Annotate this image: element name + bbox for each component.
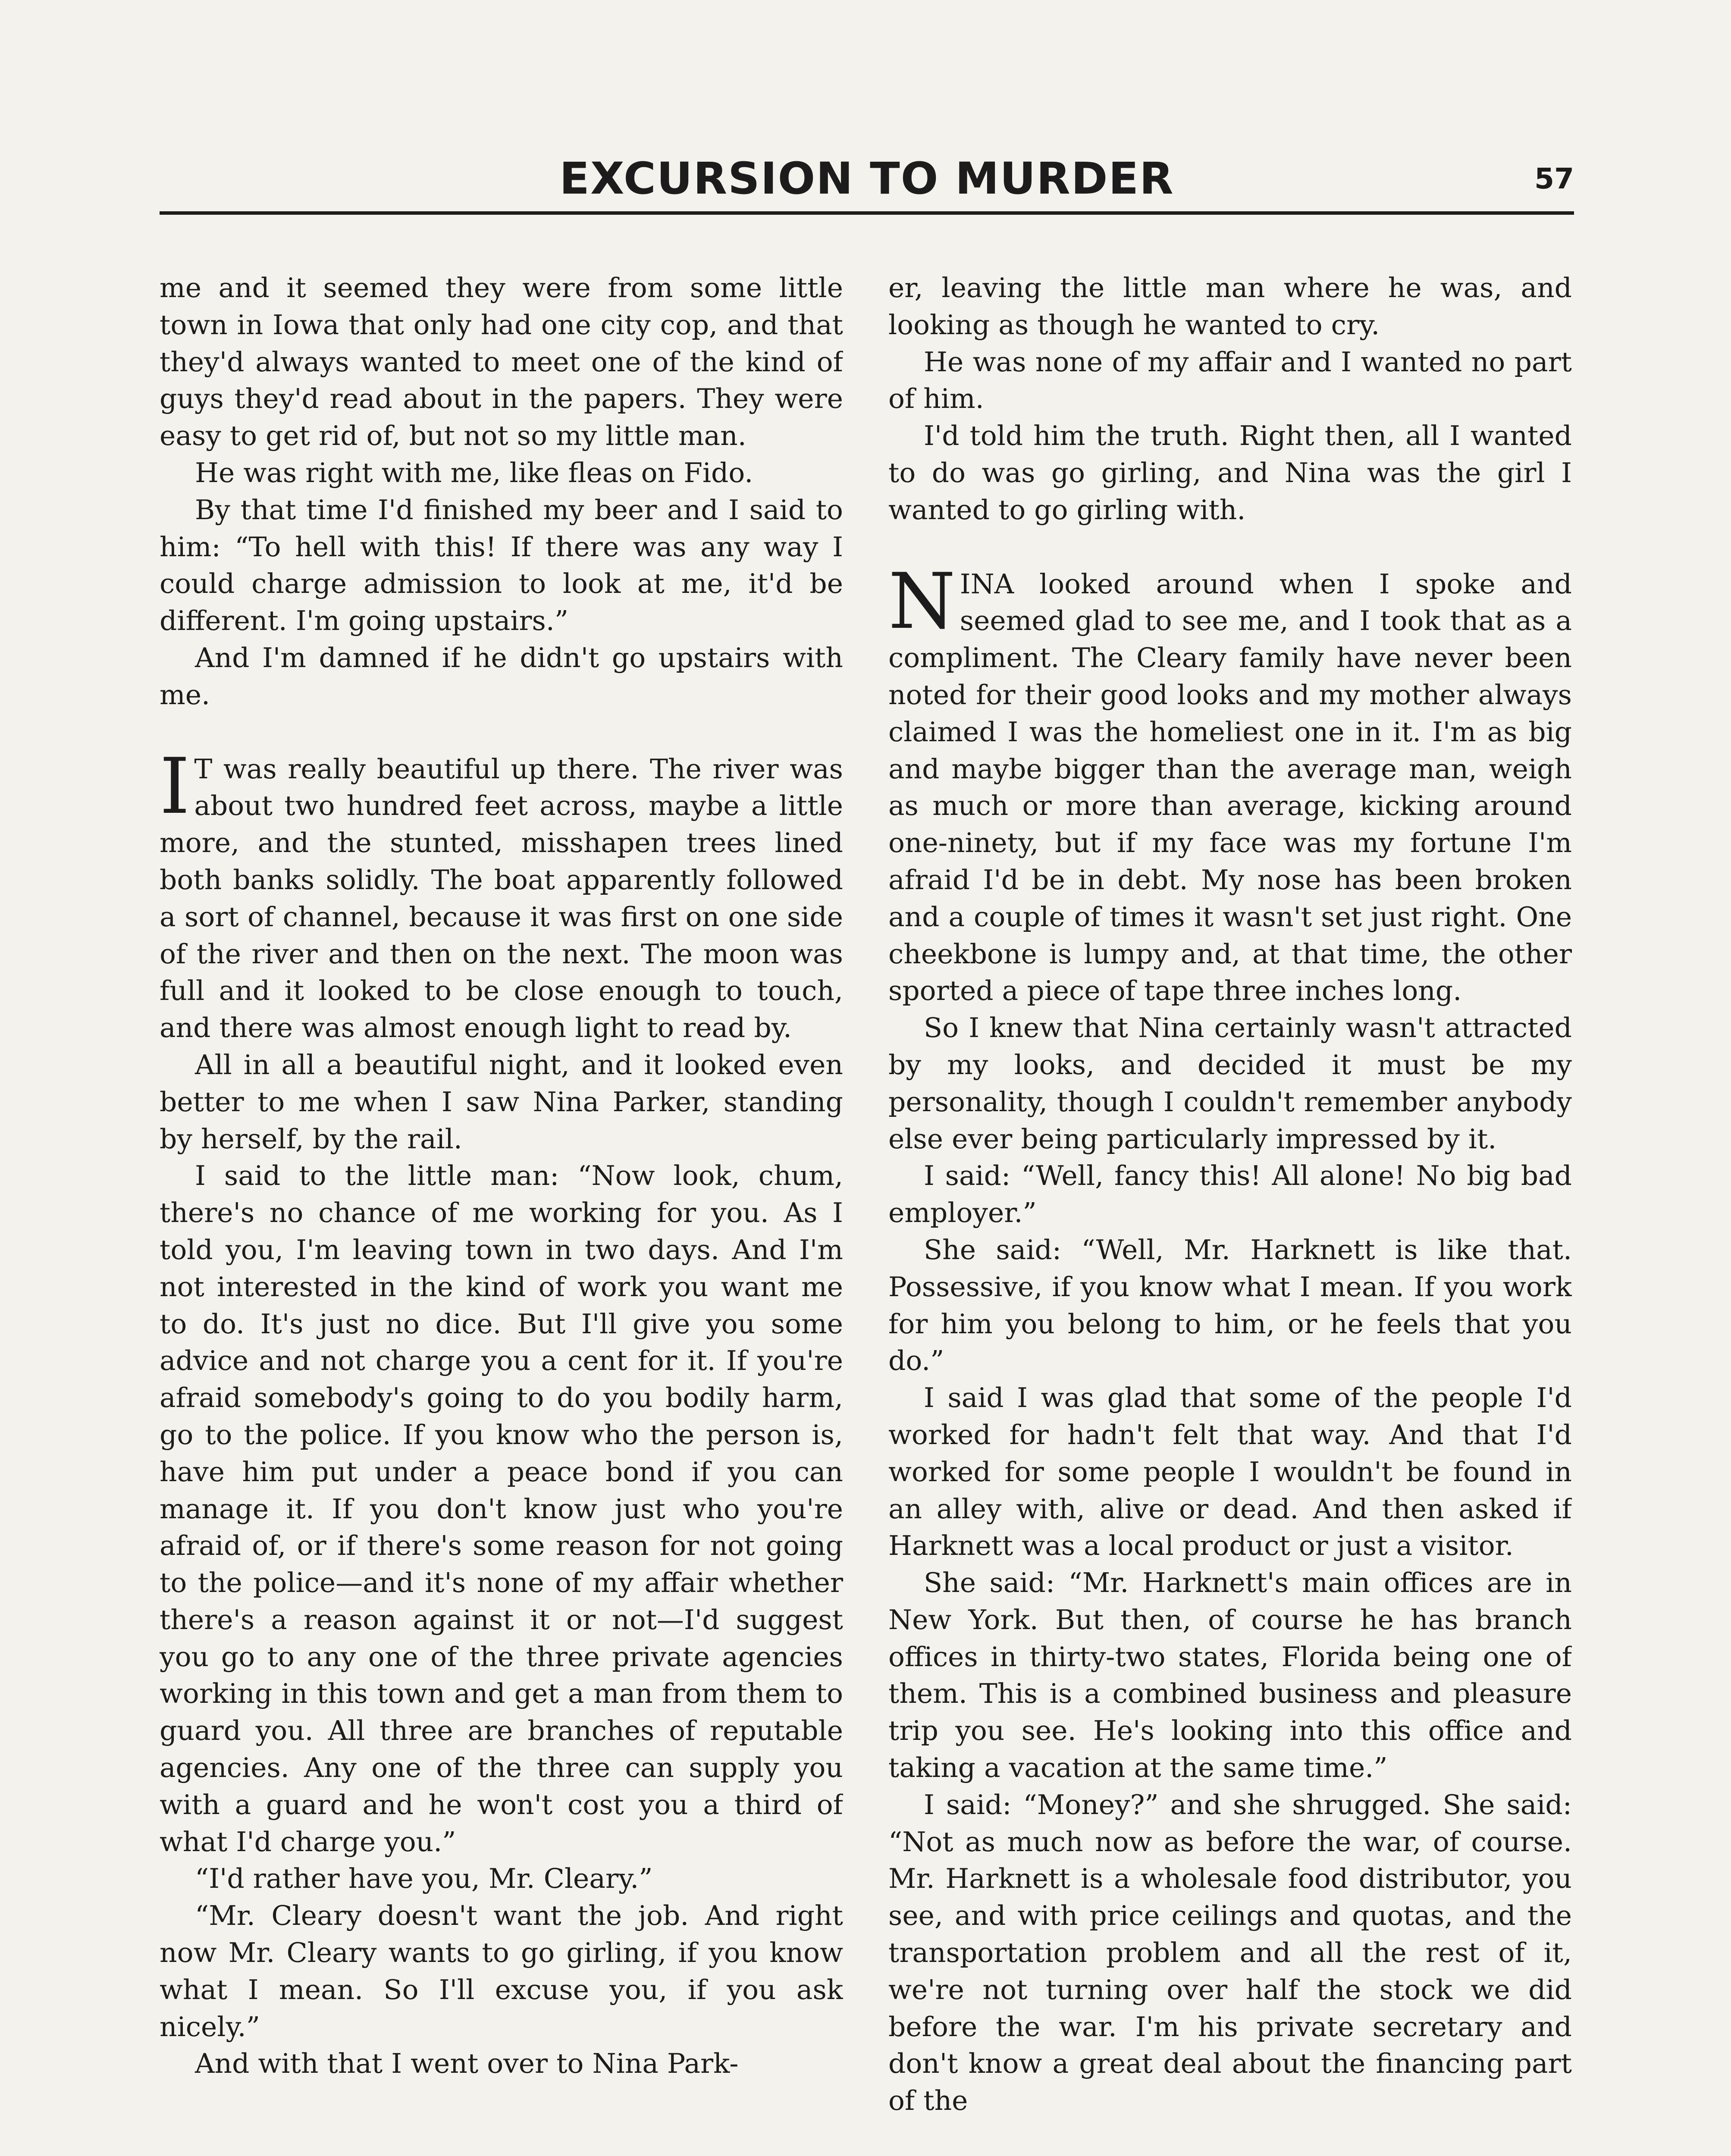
- section-opening-paragraph: [160, 741, 843, 1047]
- paragraph: By that time I'd finished my beer and I said to him: “To hell with this! If there was any way I could charge admission to look at me, it'd be different. I'm going upstairs.”: [160, 494, 843, 637]
- drop-cap: N: [888, 556, 956, 646]
- paragraph: I said: “Money?” and she shrugged. She said: “Not as much now as before the war, of course. Mr. Harknett is a wholesale food distributor, you see, and with price ceilings and quotas, and the transportation problem and all the rest of it, we're not turning over half the stock we did before the war. I'm his private secretary and don't know a great deal about the financing part of the: [888, 1789, 1572, 2117]
- paragraph: I said to the little man: “Now look, chum, there's no chance of me working for you. As I told you, I'm leaving town in two days. And I'm not interested in the kind of work you want me to do. It's just no dice. But I'll give you some advice and not charge you a cent for it. If you're afraid somebody's going to do you bodily harm, go to the police. If you know who the person is, have him put under a peace bond if you can manage it. If you don't know just who you're afraid of, or if there's some reason for not going to the police—and it's none of my affair whether there's a reason against it or not—I'd suggest you go to any one of the three private agencies working in this town and get a man from them to guard you. All three are branches of reputable agencies. Any one of the three can supply you with a guard and he won't cost you a third of what I'd charge you.”: [160, 1160, 843, 1858]
- paragraph: I said: “Well, fancy this! All alone! No big bad employer.”: [888, 1160, 1572, 1229]
- paragraph: I said I was glad that some of the people I'd worked for hadn't felt that way. And that I'd worked for some people I wouldn't be found in an alley with, alive or dead. And then asked if Harknett was a local product or just a visitor.: [888, 1382, 1572, 1562]
- paragraph: “I'd rather have you, Mr. Cleary.”: [195, 1863, 653, 1895]
- paragraph: She said: “Well, Mr. Harknett is like that. Possessive, if you know what I mean. If you work for him you belong to him, or he feels that you do.”: [888, 1234, 1572, 1377]
- page-header: [160, 151, 1574, 215]
- drop-cap: I: [160, 741, 190, 831]
- paragraph: She said: “Mr. Harknett's main offices are in New York. But then, of course he has branch offices in thirty-two states, Florida being one of them. This is a combined business and pleasure trip you see. He's looking into this office and taking a vacation at the same time.”: [888, 1567, 1572, 1784]
- paragraph: “Mr. Cleary doesn't want the job. And right now Mr. Cleary wants to go girling, if you know what I mean. So I'll excuse you, if you ask nicely.”: [160, 1900, 843, 2043]
- paragraph: All in all a beautiful night, and it looked even better to me when I saw Nina Parker, standing by herself, by the rail.: [160, 1049, 843, 1155]
- story-title: EXCURSION TO MURDER: [559, 153, 1174, 204]
- section-opening-paragraph: [888, 556, 1572, 1010]
- paragraph: I'd told him the truth. Right then, all I wanted to do was go girling, and Nina was the girl I wanted to go girling with.: [888, 420, 1572, 526]
- paragraph: er, leaving the little man where he was, and looking as though he wanted to cry.: [888, 272, 1572, 341]
- paragraph: And I'm damned if he didn't go upstairs with me.: [160, 642, 843, 711]
- paragraph: He was right with me, like fleas on Fido.: [195, 457, 753, 489]
- page-number: 57: [1534, 162, 1574, 195]
- paragraph-text: T was really beautiful up there. The river was about two hundred feet across, maybe a little more, and the stunted, misshapen trees lined both banks solidly. The boat apparently followed a sort of channel, because it was first on one side of the river and then on the next. The moon was full and it looked to be close enough to touch, and there was almost enough light to read by.: [160, 753, 843, 1044]
- paragraph-text: INA looked around when I spoke and seemed glad to see me, and I took that as a compliment. The Cleary family have never been noted for their good looks and my mother always claimed I was the homeliest one in it. I'm as big and maybe bigger than the average man, weigh as much or more than average, kicking around one-ninety, but if my face was my fortune I'm afraid I'd be in debt. My nose has been broken and a couple of times it wasn't set just right. One cheekbone is lumpy and, at that time, the other sported a piece of tape three inches long.: [888, 568, 1572, 1007]
- paragraph: So I knew that Nina certainly wasn't attracted by my looks, and decided it must be my personality, though I couldn't remember anybody else ever being particularly impressed by it.: [888, 1012, 1572, 1155]
- right-column: [888, 270, 1572, 2156]
- paragraph: And with that I went over to Nina Park-: [195, 2048, 739, 2080]
- paragraph: me and it seemed they were from some little town in Iowa that only had one city cop, and that they'd always wanted to meet one of the kind of guys they'd read about in the papers. They were easy to get rid of, but not so my little man.: [160, 272, 843, 452]
- left-column: [160, 270, 843, 2156]
- paragraph: He was none of my affair and I wanted no part of him.: [888, 346, 1572, 415]
